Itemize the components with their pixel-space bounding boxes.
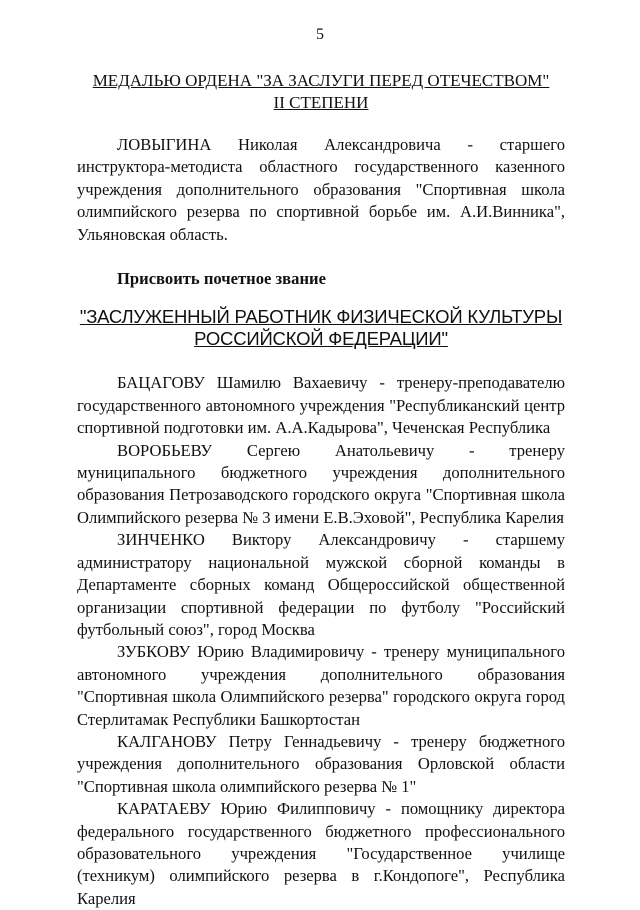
award-entry: ВОРОБЬЕВУ Сергею Анатольевичу - тренеру муниципального бюджетного учреждения дополнительного образования Петрозаводского городского округа "Спортивная школа Олимпийского резерва № 3 имени Е.В.Эховой", Республика Карелия <box>77 440 565 527</box>
section2-title-line2: РОССИЙСКОЙ ФЕДЕРАЦИИ" <box>194 328 448 350</box>
award-instruction: Присвоить почетное звание <box>117 269 326 289</box>
section1-title-line1: МЕДАЛЬЮ ОРДЕНА "ЗА ЗАСЛУГИ ПЕРЕД ОТЕЧЕСТВОМ" <box>92 71 550 90</box>
award-entry: ЛОВЫГИНА Николая Александровича - старшего инструктора-методиста областного государственного казенного учреждения дополнительного образования "Спортивная школа олимпийского резерва по спортивной борьбе им. А.И.Винника", Ульяновская область. <box>77 135 565 244</box>
page-number: 5 <box>316 26 324 43</box>
award-entry: ЗУБКОВУ Юрию Владимировичу - тренеру муниципального автономного учреждения дополнительного образования "Спортивная школа Олимпийского резерва" городского округа город Стерлитамак Республики Башкортостан <box>77 642 565 729</box>
award-entry: КАРАТАЕВУ Юрию Филипповичу - помощнику директора федерального государственного бюджетного профессионального образовательного учреждения "Государственное училище (техникум) олимпийского резерва в г.Кондопоге", Республика Карелия <box>77 799 565 908</box>
section2-title-line1: "ЗАСЛУЖЕННЫЙ РАБОТНИК ФИЗИЧЕСКОЙ КУЛЬТУРЫ <box>79 306 563 328</box>
document-body <box>77 70 565 910</box>
award-entry: КАЛГАНОВУ Петру Геннадьевичу - тренеру бюджетного учреждения дополнительного образования Орловской области "Спортивная школа олимпийского резерва № 1" <box>77 731 565 796</box>
award-entry: ЗИНЧЕНКО Виктору Александровичу - старшему администратору национальной мужской сборной команды в Департаменте сборных команд Общероссийской общественной организации спортивной федерации по футболу "Российский футбольный союз", город Москва <box>77 530 565 639</box>
award-entry: БАЦАГОВУ Шамилю Вахаевичу - тренеру-преподавателю государственного автономного учреждения "Республиканский центр спортивной подготовки им. А.А.Кадырова", Чеченская Республика <box>77 373 565 438</box>
section1-title-line2: II СТЕПЕНИ <box>273 93 369 112</box>
